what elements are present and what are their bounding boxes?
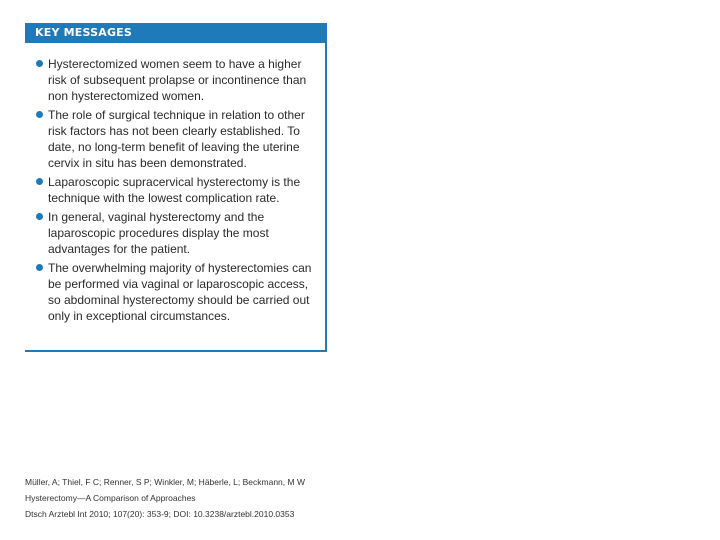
list-item [25,209,325,257]
list-item [25,56,325,104]
bullet-icon [36,111,43,118]
bullet-icon [36,178,43,185]
bullet-icon [36,60,43,67]
list-item-text: Hysterectomized women seem to have a higher risk of subsequent prolapse or incontinence than non hysterectomized women. [48,57,307,103]
bullet-icon [36,213,43,220]
list-item-text: In general, vaginal hysterectomy and the laparoscopic procedures display the most advantages for the patient. [48,210,269,256]
citation [25,474,355,522]
list-item-text: The overwhelming majority of hysterectomies can be performed via vaginal or laparoscopic access, so abdominal hysterectomy should be carried out only in exceptional circumstances. [48,261,312,323]
list-item-text: The role of surgical technique in relation to other risk factors has not been clearly established. To date, no long-term benefit of leaving the uterine cervix in situ has been demonstrated. [48,108,305,170]
citation-reference: Dtsch Arztebl Int 2010; 107(20): 353-9; DOI: 10.3238/arztebl.2010.0353 [25,509,295,519]
citation-title: Hysterectomy—A Comparison of Approaches [25,493,196,503]
bullet-icon [36,264,43,271]
key-messages-box [25,23,327,352]
key-messages-title: KEY MESSAGES [25,23,325,43]
list-item [25,260,325,324]
key-messages-list [25,56,325,324]
list-item [25,174,325,206]
list-item [25,107,325,171]
citation-authors: Müller, A; Thiel, F C; Renner, S P; Winkler, M; Häberle, L; Beckmann, M W [25,477,305,487]
list-item-text: Laparoscopic supracervical hysterectomy is the technique with the lowest complication rate. [48,175,301,205]
